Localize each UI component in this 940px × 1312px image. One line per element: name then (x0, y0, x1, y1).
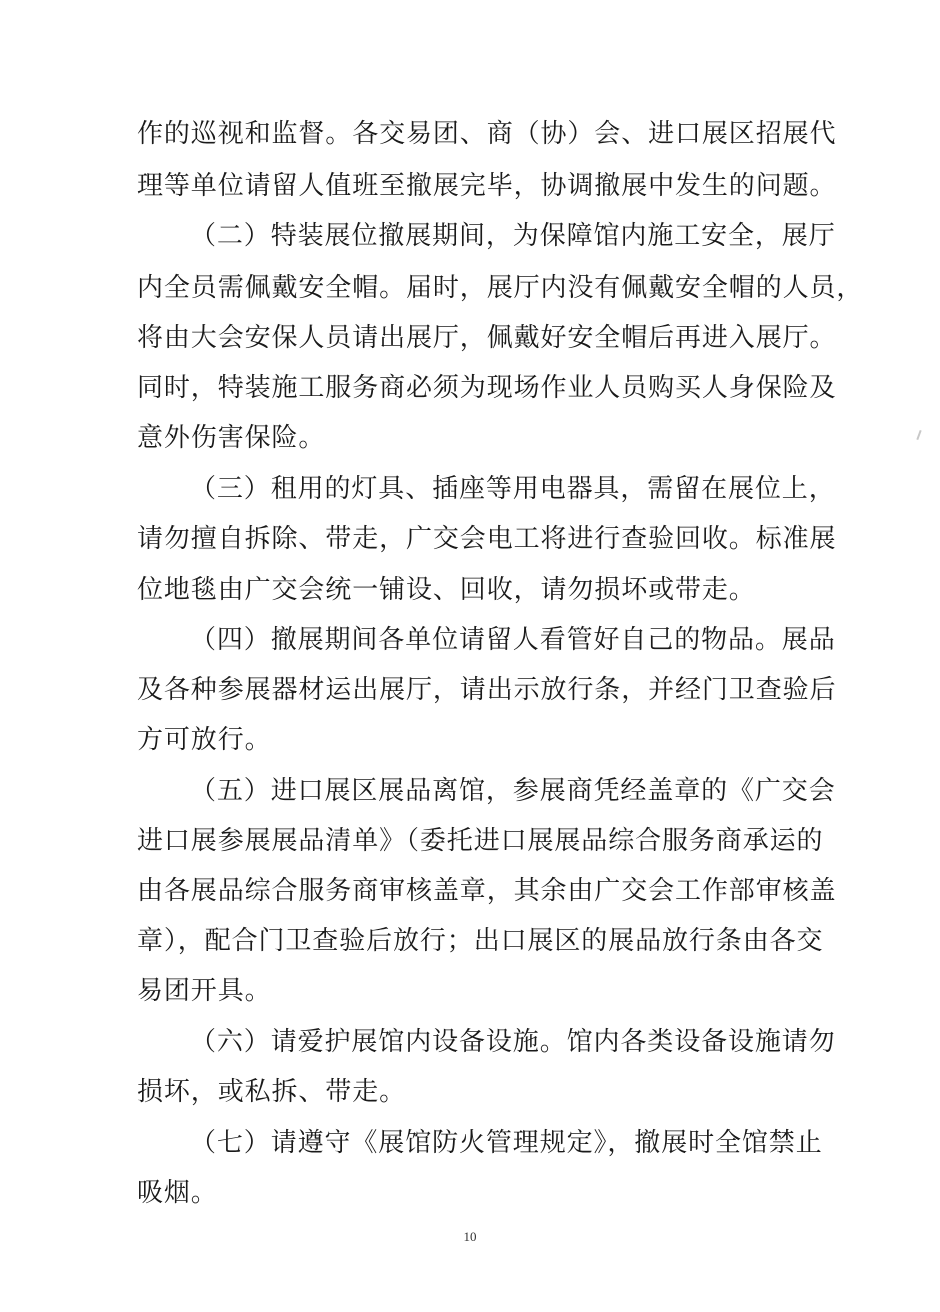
paragraph-5-heading-line: （五）进口展区展品离馆，参展商凭经盖章的《广交会 (190, 776, 836, 806)
text-line: 同时，特装施工服务商必须为现场作业人员购买人身保险及 (137, 373, 837, 403)
text-line: 理等单位请留人值班至撤展完毕，协调撤展中发生的问题。 (137, 171, 837, 201)
paragraph-2-heading-line: （二）特装展位撤展期间，为保障馆内施工安全，展厅 (190, 221, 836, 251)
page-number: 10 (463, 1229, 477, 1244)
text-line: 位地毯由广交会统一铺设、回收，请勿损坏或带走。 (137, 575, 756, 605)
text-line: 由各展品综合服务商审核盖章，其余由广交会工作部审核盖 (137, 876, 837, 906)
paragraph-7-heading-line: （七）请遵守《展馆防火管理规定》，撤展时全馆禁止 (190, 1128, 823, 1158)
text-line: 易团开具。 (137, 976, 272, 1006)
text-line: 意外伤害保险。 (137, 423, 326, 453)
paragraph-3-heading-line: （三）租用的灯具、插座等用电器具，需留在展位上， (190, 474, 836, 504)
scan-mark (916, 430, 921, 440)
text-line: 进口展参展展品清单》（委托进口展展品综合服务商承运的 (137, 826, 824, 856)
text-line: 将由大会安保人员请出展厅，佩戴好安全帽后再进入展厅。 (137, 323, 837, 353)
text-line: 内全员需佩戴安全帽。届时，展厅内没有佩戴安全帽的人员， (137, 273, 864, 303)
text-line: 损坏，或私拆、带走。 (137, 1077, 407, 1107)
text-line: 章），配合门卫查验后放行；出口展区的展品放行条由各交 (137, 926, 824, 956)
paragraph-6-heading-line: （六）请爱护展馆内设备设施。馆内各类设备设施请勿 (190, 1027, 836, 1057)
text-line: 方可放行。 (137, 725, 272, 755)
text-line: 请勿擅自拆除、带走，广交会电工将进行查验回收。标准展 (137, 524, 837, 554)
text-line: 吸烟。 (137, 1178, 218, 1208)
text-line: 及各种参展器材运出展厅，请出示放行条，并经门卫查验后 (137, 675, 837, 705)
text-line: 作的巡视和监督。各交易团、商（协）会、进口展区招展代 (137, 119, 837, 149)
paragraph-4-heading-line: （四）撤展期间各单位请留人看管好自己的物品。展品 (190, 625, 836, 655)
